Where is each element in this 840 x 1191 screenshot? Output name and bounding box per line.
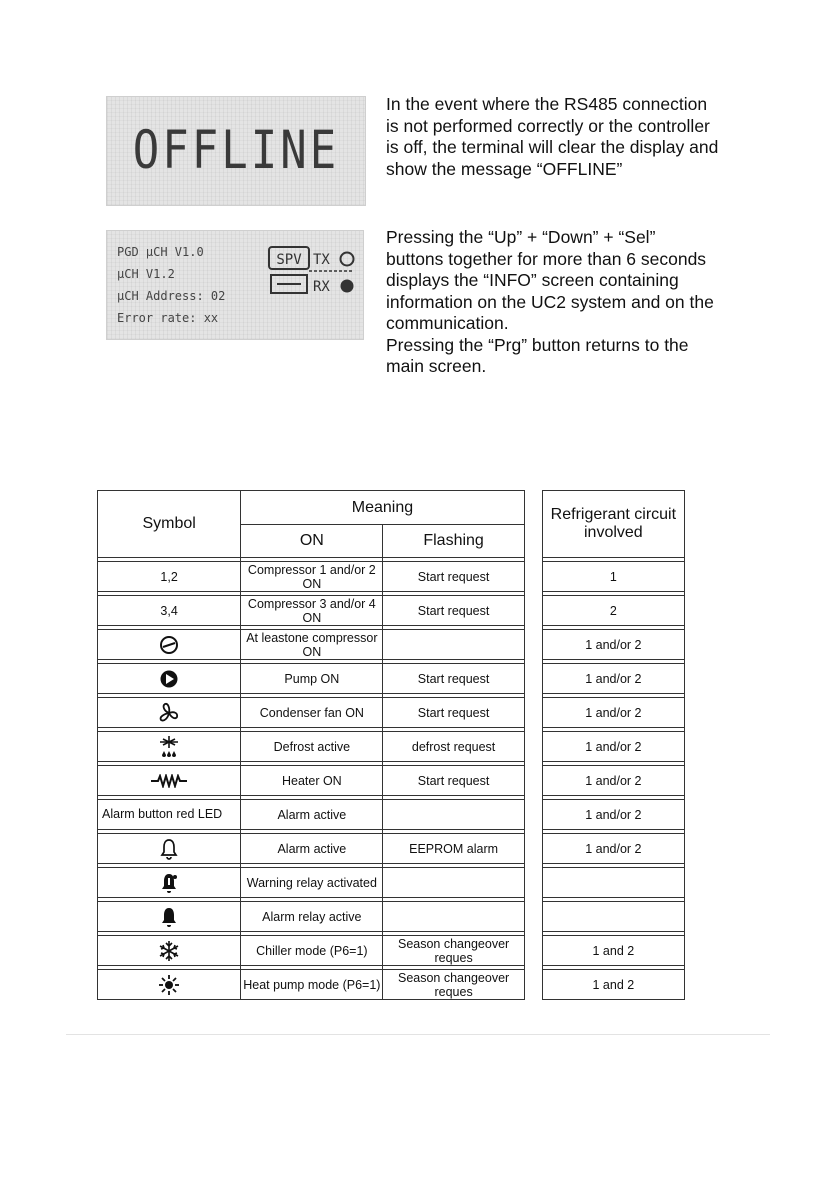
flashing-cell — [383, 902, 524, 932]
bell-outline-icon — [160, 838, 178, 860]
circuit-cell — [542, 902, 684, 932]
flashing-cell: Start request — [383, 664, 524, 694]
symbol-cell — [98, 698, 241, 728]
flashing-cell — [383, 630, 524, 660]
sun-icon — [158, 974, 180, 996]
circuit-cell: 1 — [542, 562, 684, 592]
table-row — [98, 698, 685, 728]
on-cell: Heater ON — [241, 766, 383, 796]
table-row — [98, 970, 685, 1000]
lcd-info-line: µCH Address: 02 — [117, 289, 226, 303]
on-cell: Heat pump mode (P6=1) — [241, 970, 383, 1000]
symbol-cell — [98, 936, 241, 966]
lcd-spv-label: SPV — [276, 252, 302, 268]
symbol-cell — [98, 902, 241, 932]
page-divider — [66, 1034, 770, 1035]
circuit-cell: 1 and 2 — [542, 936, 684, 966]
on-cell: At leastone compressor ON — [241, 630, 383, 660]
flashing-cell: Season changeover reques — [383, 970, 524, 1000]
lcd-info-line: PGD µCH V1.0 — [117, 245, 204, 259]
flashing-cell: Start request — [383, 596, 524, 626]
on-cell: Alarm active — [241, 800, 383, 830]
table-row — [98, 664, 685, 694]
circuit-cell: 1 and/or 2 — [542, 732, 684, 762]
flashing-cell — [383, 800, 524, 830]
on-cell: Chiller mode (P6=1) — [241, 936, 383, 966]
circuit-cell: 1 and/or 2 — [542, 766, 684, 796]
circuit-cell: 1 and/or 2 — [542, 630, 684, 660]
flashing-cell: Start request — [383, 698, 524, 728]
pump-icon — [159, 669, 179, 689]
table-row — [98, 902, 685, 932]
symbol-cell: Alarm button red LED — [98, 800, 241, 830]
lcd-offline-screen — [106, 96, 366, 206]
circuit-cell: 1 and 2 — [542, 970, 684, 1000]
defrost-icon — [158, 735, 180, 759]
symbol-cell — [98, 970, 241, 1000]
table-row — [98, 562, 685, 592]
table-row — [98, 800, 685, 830]
symbol-table — [97, 490, 685, 1000]
flashing-cell — [383, 868, 524, 898]
bell-warning-icon — [159, 872, 179, 894]
snowflake-icon — [158, 940, 180, 962]
lcd-offline-text: OFFLINE — [132, 119, 340, 182]
lcd-tx-label: TX — [313, 252, 330, 268]
offline-description: In the event where the RS485 connection is not performed correctly or the controller is off, the terminal will clear the display and show the message “OFFLINE” — [386, 94, 719, 179]
lcd-status-icons — [267, 241, 359, 301]
fan-icon — [158, 702, 180, 724]
circuit-cell: 1 and/or 2 — [542, 698, 684, 728]
table-row — [98, 834, 685, 864]
on-cell: Compressor 3 and/or 4 ON — [241, 596, 383, 626]
table-row — [98, 936, 685, 966]
symbol-cell: 1,2 — [98, 562, 241, 592]
on-cell: Pump ON — [241, 664, 383, 694]
info-description: Pressing the “Up” + “Down” + “Sel” buttons together for more than 6 seconds displays the “INFO” screen containing information on the UC2 system and on the communication. Pressing the “Prg” button returns to the main screen. — [386, 227, 714, 376]
header-circuit: Refrigerant circuit involved — [542, 491, 684, 558]
symbol-cell — [98, 630, 241, 660]
table-row — [98, 732, 685, 762]
header-meaning: Meaning — [241, 491, 524, 525]
flashing-cell: defrost request — [383, 732, 524, 762]
symbol-cell — [98, 766, 241, 796]
circuit-cell: 1 and/or 2 — [542, 664, 684, 694]
header-on: ON — [241, 525, 383, 558]
heater-icon — [151, 774, 187, 788]
lcd-info-line: Error rate: xx — [117, 311, 219, 325]
symbol-cell — [98, 868, 241, 898]
flashing-cell: Start request — [383, 766, 524, 796]
circuit-cell: 1 and/or 2 — [542, 800, 684, 830]
table-row — [98, 596, 685, 626]
rx-indicator-icon — [341, 280, 354, 293]
table-row — [98, 766, 685, 796]
symbol-cell: 3,4 — [98, 596, 241, 626]
table-row — [98, 868, 685, 898]
circuit-cell: 1 and/or 2 — [542, 834, 684, 864]
on-cell: Compressor 1 and/or 2 ON — [241, 562, 383, 592]
tx-indicator-icon — [341, 253, 354, 266]
header-flashing: Flashing — [383, 525, 524, 558]
table-row — [98, 630, 685, 660]
on-cell: Alarm active — [241, 834, 383, 864]
symbol-cell — [98, 664, 241, 694]
flashing-cell: EEPROM alarm — [383, 834, 524, 864]
flashing-cell: Start request — [383, 562, 524, 592]
symbol-cell — [98, 732, 241, 762]
on-cell: Warning relay activated — [241, 868, 383, 898]
on-cell: Defrost active — [241, 732, 383, 762]
lcd-rx-label: RX — [313, 279, 330, 295]
on-cell: Condenser fan ON — [241, 698, 383, 728]
flashing-cell: Season changeover reques — [383, 936, 524, 966]
circuit-cell: 2 — [542, 596, 684, 626]
lcd-info-screen — [106, 230, 364, 340]
on-cell: Alarm relay active — [241, 902, 383, 932]
symbol-cell — [98, 834, 241, 864]
lcd-info-line: µCH V1.2 — [117, 267, 175, 281]
compressor-icon — [159, 635, 179, 655]
bell-filled-icon — [160, 906, 178, 928]
header-symbol: Symbol — [98, 491, 241, 558]
circuit-cell — [542, 868, 684, 898]
lcd-info-lines — [117, 241, 225, 329]
